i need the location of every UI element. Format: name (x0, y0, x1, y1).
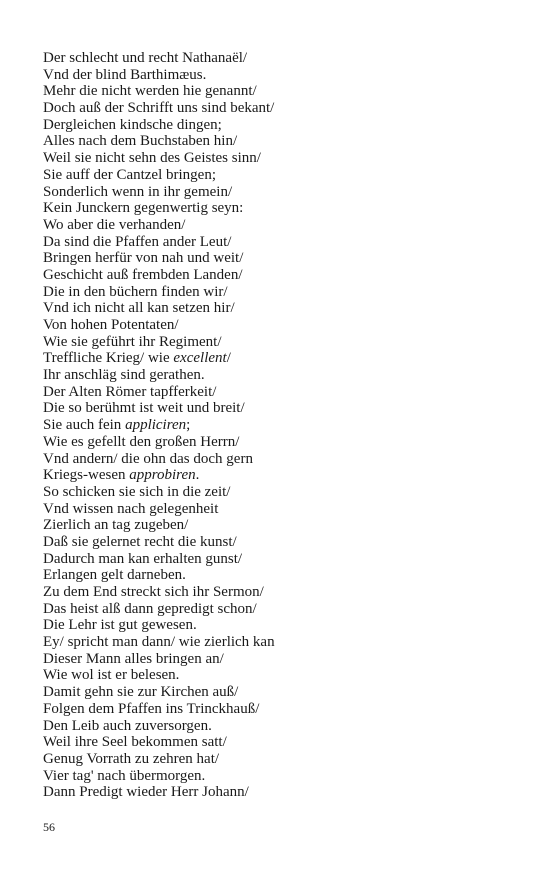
poem-line (43, 200, 513, 217)
poem-line-text: Erlangen gelt darneben. (43, 567, 186, 584)
poem-line (43, 384, 513, 401)
poem-line-text: Ihr anschläg sind gerathen. (43, 367, 205, 384)
poem-text (43, 50, 513, 801)
poem-line (43, 501, 513, 518)
poem-line-text: Dann Predigt wieder Herr Johann/ (43, 784, 249, 801)
poem-line-text: Daß sie gelernet recht die kunst/ (43, 533, 237, 550)
poem-line (43, 634, 513, 651)
poem-line (43, 117, 513, 134)
poem-line-italic: appliciren (125, 417, 187, 434)
poem-line-text: Dergleichen kindsche dingen; (43, 116, 222, 133)
poem-line (43, 317, 513, 334)
poem-line (43, 734, 513, 751)
poem-line-punctuation: / (226, 350, 231, 367)
poem-line-text: Dadurch man kan erhalten gunst/ (43, 550, 243, 567)
poem-line (43, 350, 513, 367)
poem-line (43, 768, 513, 785)
poem-line-text: Vnd der blind Barthimæus. (43, 66, 207, 83)
poem-line (43, 651, 513, 668)
poem-line-text: Ey/ spricht man dann/ wie zierlich kan (43, 634, 275, 651)
poem-line (43, 517, 513, 534)
poem-line-text: Folgen dem Pfaffen ins Trinckhauß/ (43, 700, 260, 717)
poem-line-italic: approbiren (129, 467, 196, 484)
poem-line-text: Dieser Mann alles bringen an/ (43, 650, 224, 667)
poem-line (43, 367, 513, 384)
poem-line-text: Die Lehr ist gut gewesen. (43, 617, 197, 634)
poem-line-text: Wie sie geführt ihr Regiment/ (43, 333, 222, 350)
poem-line (43, 484, 513, 501)
poem-line (43, 100, 513, 117)
poem-line (43, 551, 513, 568)
poem-line (43, 467, 513, 484)
poem-line-text: Die so berühmt ist weit und breit/ (43, 400, 245, 417)
poem-line (43, 751, 513, 768)
poem-line-text: Sie auch fein (43, 417, 126, 434)
poem-line-text: Vier tag' nach übermorgen. (43, 767, 206, 784)
poem-line-text: Geschicht auß frembden Landen/ (43, 266, 243, 283)
poem-line (43, 267, 513, 284)
poem-line (43, 250, 513, 267)
poem-line-text: Damit gehn sie zur Kirchen auß/ (43, 684, 239, 701)
poem-line (43, 617, 513, 634)
poem-line-text: Weil ihre Seel bekommen satt/ (43, 734, 227, 751)
poem-line-text: Treffliche Krieg/ wie (43, 350, 174, 367)
poem-line-punctuation: ; (186, 417, 191, 434)
poem-line-italic: excellent (173, 350, 227, 367)
poem-line (43, 150, 513, 167)
poem-line (43, 718, 513, 735)
poem-line-text: Alles nach dem Buchstaben hin/ (43, 133, 238, 150)
poem-line-text: Weil sie nicht sehn des Geistes sinn/ (43, 150, 261, 167)
poem-line (43, 684, 513, 701)
poem-line (43, 50, 513, 67)
poem-line-text: Doch auß der Schrifft uns sind bekant/ (43, 100, 275, 117)
poem-line-text: Wie es gefellt den großen Herrn/ (43, 433, 240, 450)
poem-line-text: Kein Junckern gegenwertig seyn: (43, 200, 244, 217)
poem-line (43, 234, 513, 251)
poem-line-text: Das heist alß dann gepredigt schon/ (43, 600, 257, 617)
poem-line-text: Kriegs-wesen (43, 467, 130, 484)
poem-line-text: Bringen herfür von nah und weit/ (43, 250, 244, 267)
poem-line-text: Vnd ich nicht all kan setzen hir/ (43, 300, 235, 317)
poem-line (43, 601, 513, 618)
poem-line-text: Sie auff der Cantzel bringen; (43, 166, 216, 183)
poem-line-text: Vnd wissen nach gelegenheit (43, 500, 219, 517)
poem-line (43, 400, 513, 417)
poem-line (43, 534, 513, 551)
poem-line (43, 167, 513, 184)
poem-line (43, 451, 513, 468)
poem-line-text: Die in den büchern finden wir/ (43, 283, 228, 300)
poem-line (43, 417, 513, 434)
poem-line (43, 567, 513, 584)
poem-line-text: Den Leib auch zuversorgen. (43, 717, 212, 734)
poem-line (43, 133, 513, 150)
poem-line (43, 83, 513, 100)
poem-line (43, 701, 513, 718)
poem-line-text: Sonderlich wenn in ihr gemein/ (43, 183, 233, 200)
poem-line (43, 434, 513, 451)
poem-line-punctuation: . (195, 467, 200, 484)
poem-line-text: Von hohen Potentaten/ (43, 317, 179, 333)
poem-line (43, 300, 513, 317)
poem-line-text: Zu dem End streckt sich ihr Sermon/ (43, 584, 264, 600)
poem-line (43, 784, 513, 801)
poem-line-text: Der schlecht und recht Nathanaël/ (43, 50, 248, 66)
poem-line-text: Vnd andern/ die ohn das doch gern (43, 450, 253, 467)
poem-line (43, 217, 513, 234)
poem-line (43, 584, 513, 601)
poem-line (43, 184, 513, 201)
poem-line-text: Der Alten Römer tapfferkeit/ (43, 383, 217, 400)
poem-line-text: Wie wol ist er belesen. (43, 667, 180, 684)
poem-line (43, 284, 513, 301)
poem-line-text: Wo aber die verhanden/ (43, 216, 186, 233)
poem-line-text: Da sind die Pfaffen ander Leut/ (43, 233, 232, 250)
poem-line-text: Zierlich an tag zugeben/ (43, 517, 189, 534)
poem-line-text: So schicken sie sich in die zeit/ (43, 483, 231, 500)
poem-line (43, 667, 513, 684)
page-number: 56 (43, 820, 55, 834)
poem-line-text: Genug Vorrath zu zehren hat/ (43, 750, 220, 767)
poem-line (43, 334, 513, 351)
poem-line (43, 67, 513, 84)
poem-line-text: Mehr die nicht werden hie genannt/ (43, 83, 257, 100)
